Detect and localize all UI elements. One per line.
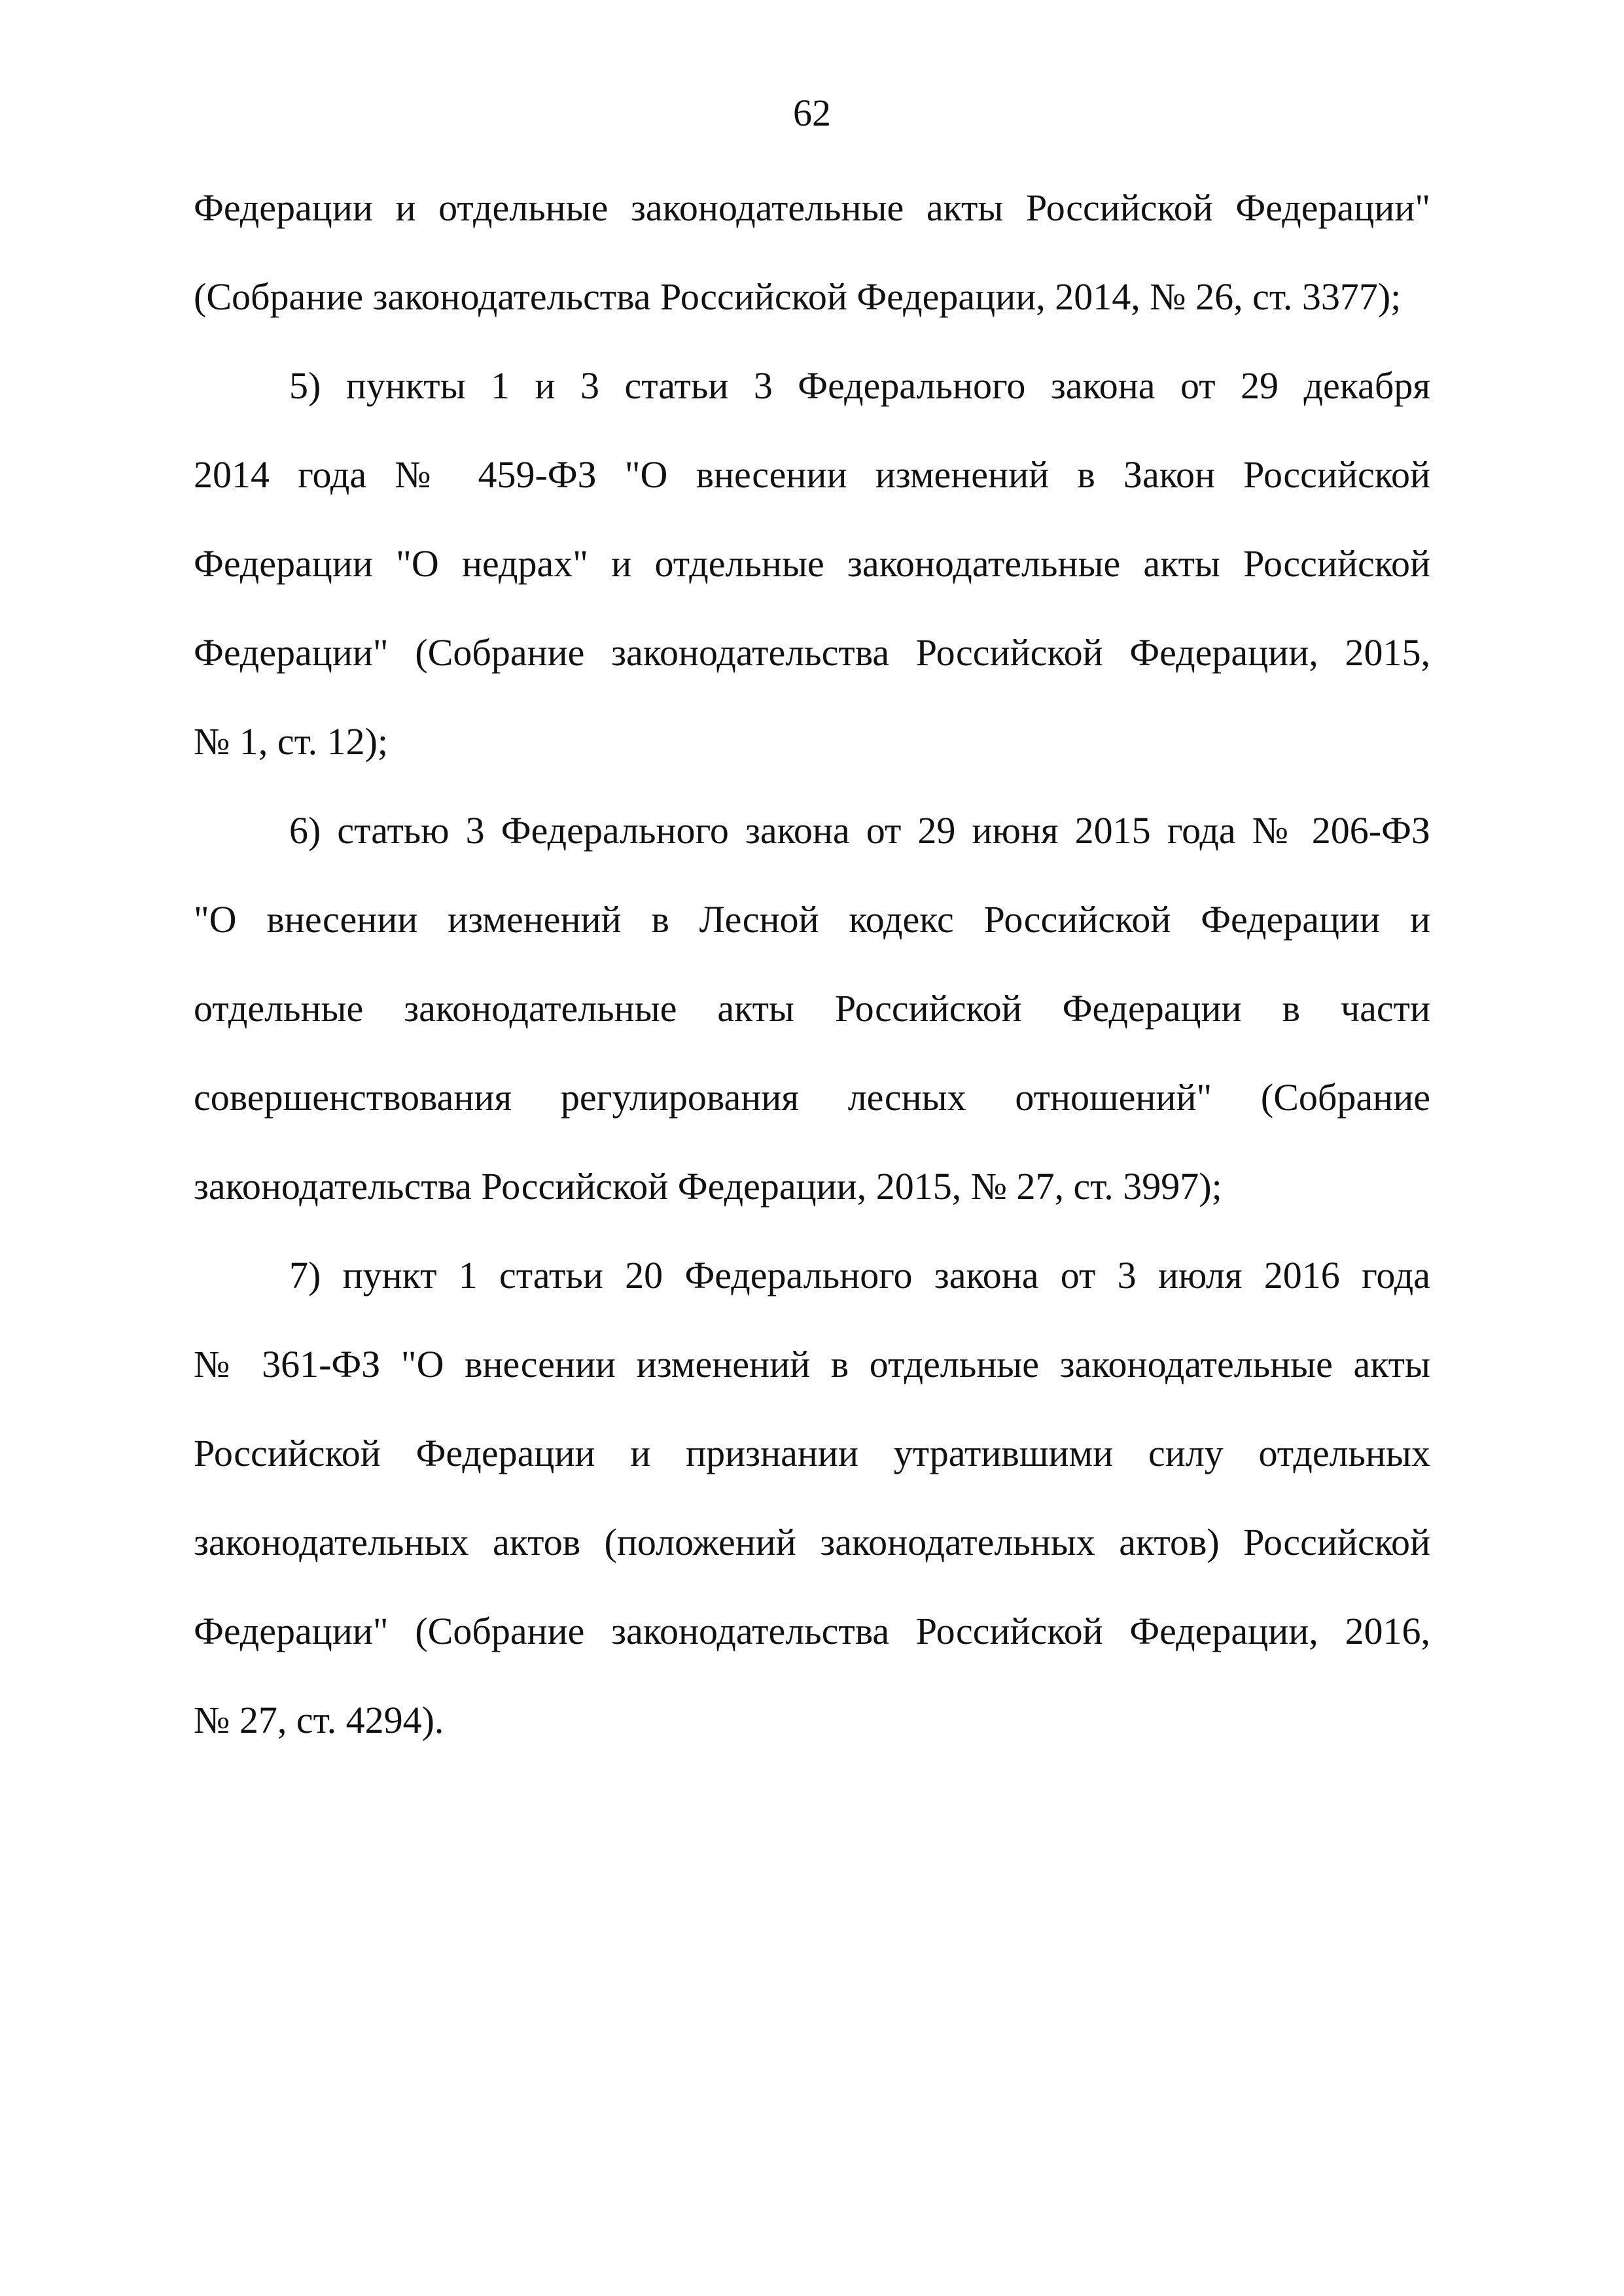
text-line: № 1, ст. 12); xyxy=(194,720,388,763)
text-line: Российской Федерации и признании утратившими силу отдельных xyxy=(194,1432,1430,1474)
text-line: 7) пункт 1 статьи 20 Федерального закона от 3 июля 2016 года xyxy=(289,1254,1430,1296)
text-line: "О внесении изменений в Лесной кодекс Российской Федерации и xyxy=(194,898,1430,941)
text-line: совершенствования регулирования лесных отношений" (Собрание xyxy=(194,1076,1430,1119)
text-line: Федерации" (Собрание законодательства Российской Федерации, 2016, xyxy=(194,1610,1430,1652)
text-line: № 361-ФЗ "О внесении изменений в отдельные законодательные акты xyxy=(194,1343,1430,1385)
text-line: законодательства Российской Федерации, 2015, № 27, ст. 3997); xyxy=(194,1165,1222,1208)
document-body xyxy=(194,175,1430,1777)
text-line: Федерации" (Собрание законодательства Российской Федерации, 2015, xyxy=(194,631,1430,674)
page-number: 62 xyxy=(793,92,831,134)
text-line: 2014 года № 459-ФЗ "О внесении изменений в Закон Российской xyxy=(194,453,1430,496)
text-line: Федерации и отдельные законодательные акты Российской Федерации" xyxy=(194,186,1430,229)
text-line: законодательных актов (положений законодательных актов) Российской xyxy=(194,1521,1430,1563)
text-line: 6) статью 3 Федерального закона от 29 июня 2015 года № 206-ФЗ xyxy=(289,809,1430,852)
text-line: 5) пункты 1 и 3 статьи 3 Федерального закона от 29 декабря xyxy=(289,364,1430,407)
text-line: Федерации "О недрах" и отдельные законодательные акты Российской xyxy=(194,542,1430,585)
text-line: (Собрание законодательства Российской Федерации, 2014, № 26, ст. 3377); xyxy=(194,275,1402,318)
text-line: отдельные законодательные акты Российской Федерации в части xyxy=(194,987,1430,1030)
text-line: № 27, ст. 4294). xyxy=(194,1699,444,1741)
